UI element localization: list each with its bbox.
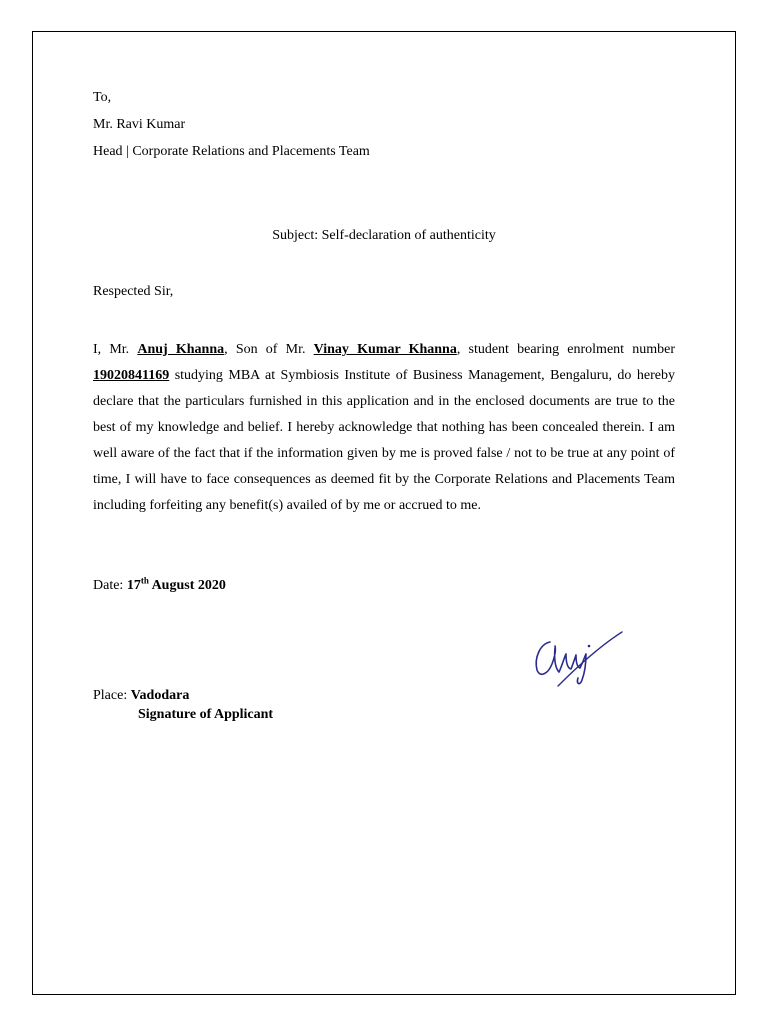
declaration-paragraph — [93, 337, 675, 519]
recipient-title: Head | Corporate Relations and Placements Team — [93, 144, 370, 159]
body-text-2: , Son of Mr. — [224, 342, 314, 357]
body-text-3: , student bearing enrolment number — [456, 342, 675, 357]
subject-line: Subject: Self-declaration of authenticity — [272, 228, 496, 243]
father-name: Vinay Kumar Khanna — [313, 342, 457, 357]
handwritten-signature — [528, 626, 628, 688]
applicant-name: Anuj Khanna — [137, 342, 225, 357]
recipient-name: Mr. Ravi Kumar — [93, 117, 186, 132]
signature-caption: Signature of Applicant — [138, 707, 274, 722]
date-label: Date: — [93, 578, 127, 593]
place-value: Vadodara — [130, 688, 190, 703]
date-line — [93, 575, 226, 594]
greeting: Respected Sir, — [93, 284, 174, 299]
date-suffix: th — [140, 575, 149, 586]
enrolment-number: 19020841169 — [93, 368, 170, 383]
salutation-to: To, — [93, 90, 112, 105]
date-month-year: August 2020 — [148, 578, 226, 593]
place-label: Place: — [93, 688, 131, 703]
body-text-4: studying MBA at Symbiosis Institute of Business Management, Bengaluru, do hereby declare that the particulars furnished in this application and in the enclosed documents are true to the best of my knowledge and belief. I hereby acknowledge that nothing has been concealed therein. I am well aware of the fact that if the information given by me is proved false / not to be true at any point of time, I will have to face consequences as deemed fit by the Corporate Relations and Placements Team including forfeiting any benefit(s) availed of by me or accrued to me. — [93, 368, 675, 513]
place-line — [93, 688, 189, 704]
date-day: 17 — [126, 578, 141, 593]
body-text-1: I, Mr. — [93, 342, 138, 357]
